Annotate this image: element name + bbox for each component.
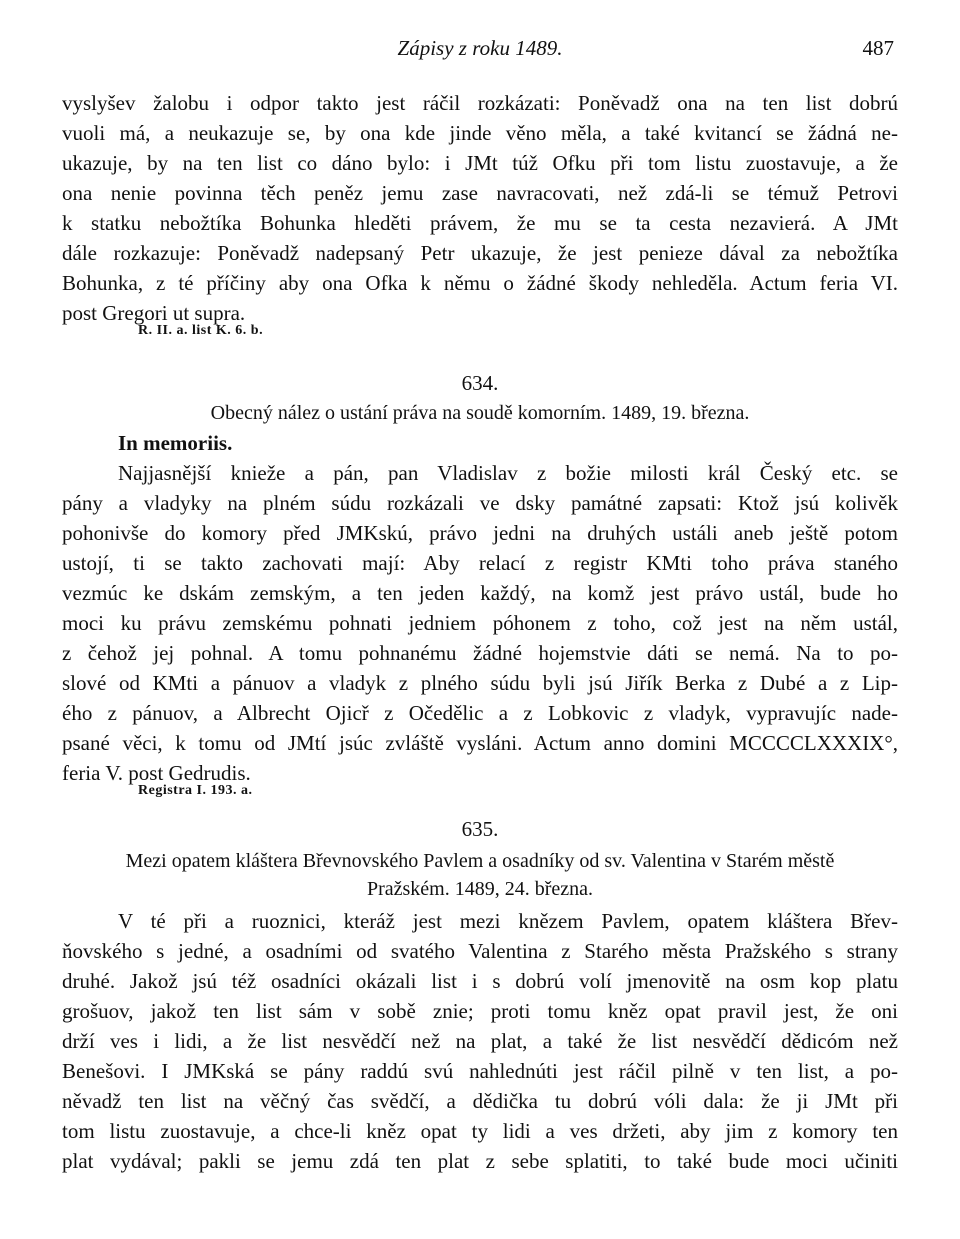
text-line: feria V. post Gedrudis.	[62, 761, 251, 785]
text-line: z čehož jej pohnal. A tomu pohnanému žádné hojemstvie dáti se nemá. Na to po-	[62, 641, 898, 665]
document-heading: Pražském. 1489, 24. března.	[366, 878, 594, 900]
text-line: moci ku právu zemskému pohnati jedniem póhonem z toho, což jest na něm ustál,	[62, 611, 898, 635]
page-number: 487	[862, 36, 894, 60]
document-number: 634.	[461, 371, 499, 395]
text-line: vuoli má, a neukazuje se, by ona kde jinde věno měla, a také kvitancí se žádná ne-	[62, 121, 898, 145]
archival-reference: Registra I. 193. a.	[138, 783, 253, 798]
text-line: ukazuje, by na ten list co dáno bylo: i JMt túž Ofku při tom listu zuostavuje, a že	[62, 151, 898, 175]
text-line: psané věci, k tomu od JMtí jsúc zvláště vysláni. Actum anno domini MCCCCLXXXIX°,	[62, 731, 898, 755]
document-heading: Mezi opatem kláštera Břevnovského Pavlem a osadníky od sv. Valentina v Starém městě	[125, 850, 835, 872]
text-line: grošuov, jakož ten list sám v sobě znie; proti tomu kněz opat pravil jest, že oni	[62, 999, 898, 1023]
text-line: vezmúc ke dskám zemským, a ten jeden každý, na komž jest právo ustál, bude ho	[62, 581, 898, 605]
document-number: 635.	[461, 817, 499, 841]
text-line: něvadž ten list na věčný čas svědčí, a dědička tu dobrú vóli dala: že ji JMt při	[62, 1089, 898, 1113]
text-line: dále rozkazuje: Poněvadž nadepsaný Petr ukazuje, že jest penieze dával za nebožtíka	[62, 241, 898, 265]
text-line: pohonivše do komory před JMKskú, právo jedni na druhých ustáli aneb ještě potom	[62, 521, 898, 545]
running-head	[0, 36, 960, 66]
text-line: ustojí, ti se takto zachovati mají: Aby relací z registr KMti toho práva staného	[62, 551, 898, 575]
text-line: druhé. Jakož jsú též osadníci okázali list i s dobrú volí jmenovitě na osm kop platu	[62, 969, 898, 993]
text-line: Benešovi. I JMKská se pány raddú svú nahlednúti jest ráčil pilně v ten list, a po-	[62, 1059, 898, 1083]
section-label: In memoriis.	[118, 431, 233, 455]
text-line: tom listu zuostavuje, a chce-li kněz opat ty lidi a ves držeti, aby jim z komory ten	[62, 1119, 898, 1143]
text-line: Najjasnější knieže a pán, pan Vladislav z božie milosti král Český etc. se	[118, 461, 898, 485]
text-line: plat vydával; pakli se jemu zdá ten plat z sebe splatiti, to také bude moci učiniti	[62, 1149, 898, 1173]
text-line: V té při a ruoznici, kteráž jest mezi knězem Pavlem, opatem kláštera Břev-	[118, 909, 898, 933]
archival-reference: R. II. a. list K. 6. b.	[138, 323, 264, 338]
text-line: ňovského s jedné, a osadními od svatého Valentina z Starého města Pražského s strany	[62, 939, 898, 963]
text-line: pány a vladyky na plném súdu rozkázali ve dsky památné zapsati: Ktož jsú kolivěk	[62, 491, 898, 515]
text-line: k statku nebožtíka Bohunka hleděti právem, že mu se ta cesta nezavierá. A JMt	[62, 211, 898, 235]
running-title: Zápisy z roku 1489.	[397, 36, 563, 60]
document-heading: Obecný nález o ustání práva na soudě komorním. 1489, 19. března.	[210, 402, 750, 424]
text-line: ona nenie povinna těch peněz jemu zase navracovati, než zdá-li se témuž Petrovi	[62, 181, 898, 205]
text-line: slové od KMti a pánuov a vladyk z plného súdu byli jsú Jiřík Berka z Dubé a z Lip-	[62, 671, 898, 695]
text-line: vyslyšev žalobu i odpor takto jest ráčil rozkázati: Poněvadž ona na ten list dobrú	[62, 91, 898, 115]
text-line: ého z pánuov, a Albrecht Ojicř z Očedělic a z Lobkovic z vladyk, vypravujíc nade-	[62, 701, 898, 725]
text-line: drží ves i lidi, a že list nesvědčí než na plat, a také že list nesvědčí dědicóm než	[62, 1029, 898, 1053]
text-line: post Gregori ut supra.	[62, 301, 246, 325]
text-line: Bohunka, z té příčiny aby ona Ofka k němu o žádné škody nehleděla. Actum feria VI.	[62, 271, 898, 295]
